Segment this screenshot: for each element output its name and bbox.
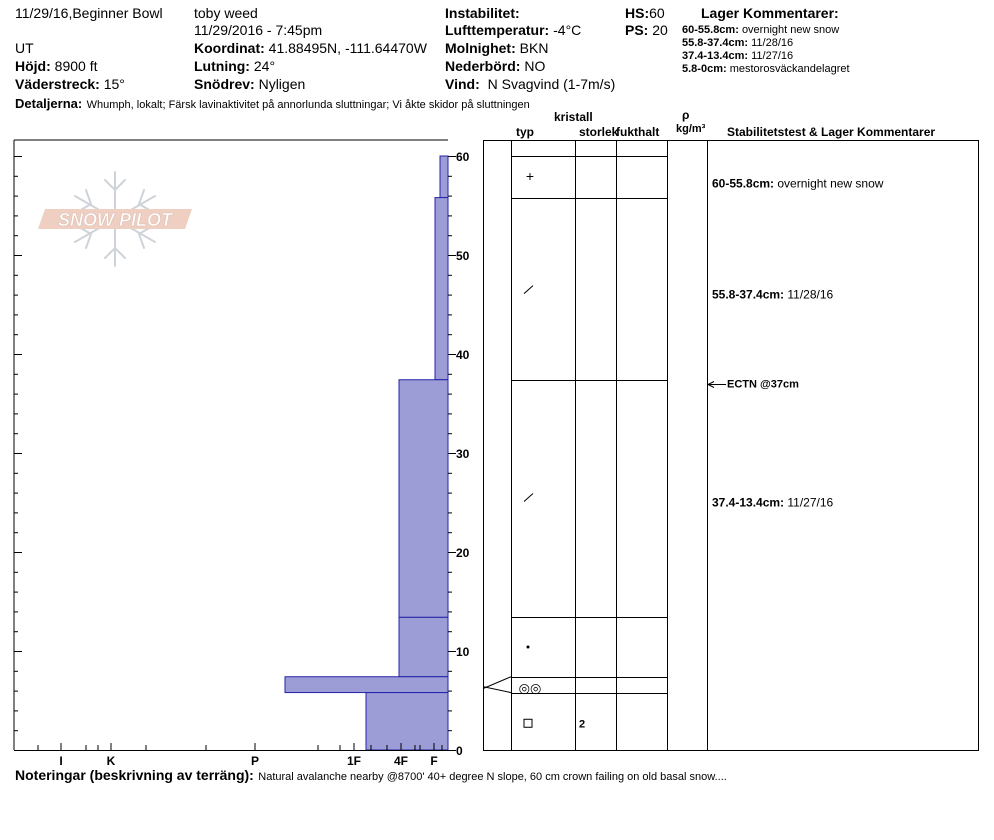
logo-text: SNOW PILOT (58, 210, 172, 230)
drift-value: Nyligen (258, 76, 306, 92)
grain-symbol (524, 719, 532, 727)
col-header-size: storlek (579, 125, 619, 139)
hardness-bar (399, 380, 448, 618)
layer-comment-range: 37.4-13.4cm: (712, 495, 785, 510)
aspect-label: Väderstreck: (15, 76, 100, 92)
layer-comment-range: 60-55.8cm: (712, 176, 775, 191)
ps-label: PS: (625, 22, 649, 38)
air-temp-value: -4°C (553, 22, 582, 38)
hardness-bar (285, 677, 448, 693)
x-tick-label: 1F (346, 754, 362, 768)
details-label: Detaljerna: (15, 96, 83, 111)
x-tick-label: I (59, 754, 63, 768)
layer-comment (712, 177, 884, 191)
y-tick-label: 60 (456, 150, 470, 164)
col-header-moisture: fukthalt (616, 125, 660, 139)
coordinate-value: 41.88495N, -111.64470W (268, 40, 427, 56)
layer-comment-text: overnight new snow (774, 176, 884, 191)
hardness-bar (366, 693, 448, 750)
layer-comment-range: 55.8-37.4cm: (682, 37, 749, 49)
notes-row (15, 768, 727, 784)
hardness-bars (285, 156, 448, 750)
grain-symbol: ◎◎ (518, 680, 542, 696)
instability-label: Instabilitet: (445, 5, 520, 21)
slope-label: Lutning: (194, 58, 250, 74)
y-tick-label: 40 (456, 348, 470, 362)
layer-comments-title: Lager Kommentarer: (701, 5, 839, 21)
aspect-value: 15° (103, 76, 125, 92)
layer-comment-text: 11/28/16 (751, 37, 794, 49)
y-tick-label: 50 (456, 249, 470, 263)
layer-comment-text: mestorosväckandelagret (729, 63, 850, 75)
hs-value: 60 (649, 5, 665, 21)
layer-comment-text: 11/27/16 (751, 50, 794, 62)
col-header-type: typ (516, 125, 534, 139)
hardness-plot-frame (14, 140, 448, 750)
ps-value: 20 (652, 22, 668, 38)
y-tick-label: 30 (456, 447, 470, 461)
air-temp-label: Lufttemperatur: (445, 22, 550, 38)
grain-symbol: + (525, 167, 535, 184)
layer-comment (712, 288, 834, 302)
observation-datetime: 11/29/2016 - 7:45pm (194, 22, 323, 38)
wind-label: Vind: (445, 76, 480, 92)
notes-value: Natural avalanche nearby @8700' 40+ degree N slope, 60 cm crown failing on old basal snow.... (258, 771, 727, 783)
grain-symbol (527, 646, 530, 649)
cloud-value: BKN (519, 40, 549, 56)
layer-connector (483, 677, 511, 689)
layer-comment-labels (712, 177, 884, 510)
y-tick-label: 20 (456, 546, 470, 560)
col-header-rho: ρ (682, 108, 690, 122)
y-tick-label: 10 (456, 645, 470, 659)
layer-comment-text: 11/28/16 (784, 287, 834, 302)
hs-label: HS: (625, 5, 650, 21)
snowpilot-logo (38, 172, 192, 266)
coordinate-label: Koordinat: (194, 40, 265, 56)
elevation-label: Höjd: (15, 58, 51, 74)
grain-size: 2 (579, 718, 586, 731)
hardness-bar (435, 198, 448, 380)
details-value: Whumph, lokalt; Färsk lavinaktivitet på annorlunda sluttningar; Vi åkte skidor på sluttningen (86, 99, 530, 111)
cloud-label: Molnighet: (445, 40, 516, 56)
pit-state: UT (15, 40, 34, 56)
pit-date-location: 11/29/16,Beginner Bowl (15, 5, 163, 21)
layer-comment-text: overnight new snow (741, 24, 840, 36)
x-tick-label: 4F (393, 754, 409, 768)
precip-label: Nederbörd: (445, 58, 521, 74)
table-layer-lines (483, 157, 726, 694)
wind-value: N Svagvind (1-7m/s) (487, 76, 616, 92)
grain-symbol (524, 286, 533, 294)
slope-value: 24° (253, 58, 276, 74)
stability-test-label: ECTN @37cm (727, 378, 799, 391)
precip-value: NO (524, 58, 546, 74)
layer-comment-range: 5.8-0cm: (682, 63, 727, 75)
layer-comment-range: 55.8-37.4cm: (712, 287, 785, 302)
col-header-crystal: kristall (554, 110, 593, 124)
layer-comment-text: 11/27/16 (784, 495, 834, 510)
hardness-bar (440, 156, 448, 198)
observer-name: toby weed (194, 5, 258, 21)
y-tick-label: 0 (456, 744, 463, 758)
crystal-table-frame (484, 140, 979, 751)
x-tick-label: P (250, 754, 260, 768)
layer-connector (483, 687, 511, 693)
x-tick-label: F (430, 754, 438, 768)
layer-comment-range: 37.4-13.4cm: (682, 50, 749, 62)
col-header-density-unit: kg/m³ (676, 123, 706, 135)
col-header-stability: Stabilitetstest & Lager Kommentarer (727, 125, 936, 139)
elevation-value: 8900 ft (54, 58, 98, 74)
drift-label: Snödrev: (194, 76, 255, 92)
layer-comment (712, 496, 834, 510)
x-tick-label: K (106, 754, 116, 768)
notes-label: Noteringar (beskrivning av terräng): (15, 767, 254, 783)
grain-symbol (524, 494, 533, 502)
layer-comment-range: 60-55.8cm: (682, 24, 739, 36)
hardness-bar (399, 617, 448, 676)
